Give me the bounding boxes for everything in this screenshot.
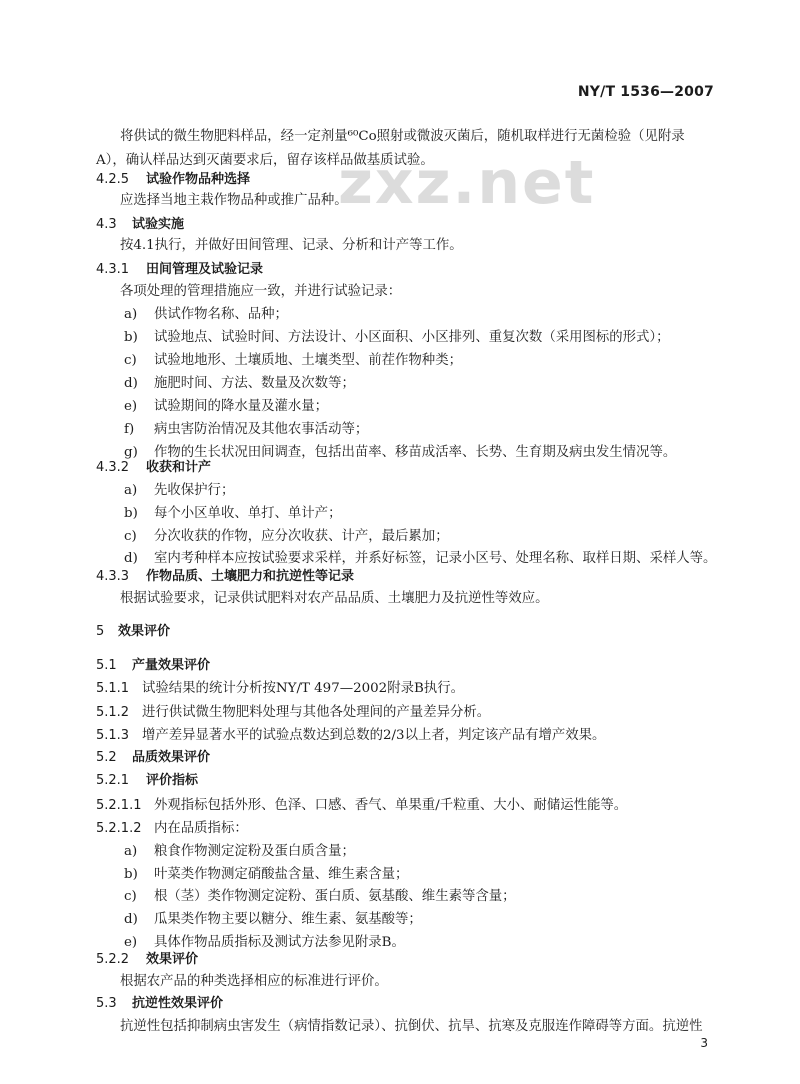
section-title: 效果评价 [146,952,199,967]
list-item: f) 病虫害防治情况及其他农事活动等； [124,422,369,437]
section-heading-4-3-1 [96,261,263,279]
clause-5-2-1-1: 5.2.1.1 外观指标包括外形、色泽、口感、香气、单果重/千粒重、大小、耐储运性能等。 [96,798,628,813]
section-heading-4-3 [96,216,184,234]
section-heading-4-3-2 [96,459,211,477]
list-item: e) 具体作物品质指标及测试方法参见附录B。 [124,935,405,950]
list-item: a) 粮食作物测定淀粉及蛋白质含量； [124,844,355,859]
section-number: 4.3.3 [96,569,130,584]
section-title: 作物品质、土壤肥力和抗逆性等记录 [146,569,355,584]
list-item: c) 试验地地形、土壤质地、土壤类型、前茬作物种类； [124,353,462,368]
list-item: a) 供试作物名称、品种； [124,307,288,322]
page-number: 3 [700,1036,708,1050]
list-item: b) 试验地点、试验时间、方法设计、小区面积、小区排列、重复次数（采用图标的形式）； [124,330,670,345]
clause-5-1-3: 5.1.3 增产差异显著水平的试验点数达到总数的2/3以上者，判定该产品有增产效果。 [96,728,606,743]
section-heading-5-1 [96,657,210,675]
section-heading-5-3 [96,995,223,1013]
list-item: b) 每个小区单收、单打、单计产； [124,506,342,521]
clause-5-2-1-2: 5.2.1.2 内在品质指标： [96,821,248,836]
paragraph-line: A），确认样品达到灭菌要求后，留存该样品做基质试验。 [96,153,434,168]
section-number: 5.3 [96,996,117,1011]
section-heading-5-2-1 [96,772,198,790]
section-title: 试验作物品种选择 [146,172,251,187]
watermark: zxz.net [338,148,596,218]
section-title: 试验实施 [132,217,185,232]
list-item: g) 作物的生长状况田间调查，包括出苗率、移苗成活率、长势、生育期及病虫发生情况等。 [124,445,677,460]
paragraph-line: 按4.1执行，并做好田间管理、记录、分析和计产等工作。 [120,238,463,253]
paragraph-line: 根据农产品的种类选择相应的标准进行评价。 [120,974,388,989]
section-heading-5-2-2 [96,951,198,969]
list-item: d) 室内考种样本应按试验要求采样，并系好标签，记录小区号、处理名称、取样日期、采样人等。 [124,551,717,566]
clause-5-1-2: 5.1.2 进行供试微生物肥料处理与其他各处理间的产量差异分析。 [96,705,491,720]
section-number: 4.3.1 [96,262,130,277]
section-heading-4-3-3 [96,568,354,586]
section-title: 抗逆性效果评价 [132,996,224,1011]
section-title: 品质效果评价 [132,750,211,765]
standard-code: NY/T 1536—2007 [577,84,714,100]
paragraph-line: 根据试验要求，记录供试肥料对农产品品质、土壤肥力及抗逆性等效应。 [120,591,549,606]
list-item: a) 先收保护行； [124,483,235,498]
paragraph-line: 抗逆性包括抑制病虫害发生（病情指数记录）、抗倒伏、抗旱、抗寒及克服连作障碍等方面。抗逆性 [120,1019,703,1034]
paragraph-line: 各项处理的管理措施应一致，并进行试验记录： [120,284,402,299]
section-number: 5.2 [96,750,117,765]
section-heading-5-2 [96,749,210,767]
section-number: 4.3 [96,217,117,232]
section-number: 5 [96,624,105,639]
section-number: 5.2.1 [96,773,130,788]
list-item: b) 叶菜类作物测定硝酸盐含量、维生素含量； [124,867,409,882]
list-item: d) 瓜果类作物主要以糖分、维生素、氨基酸等； [124,912,422,927]
section-number: 4.3.2 [96,460,130,475]
list-item: d) 施肥时间、方法、数量及次数等； [124,376,355,391]
section-number: 4.2.5 [96,172,130,187]
paragraph-line: 将供试的微生物肥料样品，经一定剂量⁶⁰Co照射或微波灭菌后，随机取样进行无菌检验（见附录 [120,129,685,144]
section-title: 效果评价 [118,624,171,639]
list-item: c) 根（茎）类作物测定淀粉、蛋白质、氨基酸、维生素等含量； [124,889,516,904]
section-number: 5.2.2 [96,952,130,967]
list-item: c) 分次收获的作物，应分次收获、计产，最后累加； [124,529,449,544]
list-item: e) 试验期间的降水量及灌水量； [124,399,329,414]
section-heading-4-2-5 [96,171,250,189]
section-title: 收获和计产 [146,460,212,475]
clause-5-1-1: 5.1.1 试验结果的统计分析按NY/T 497—2002附录B执行。 [96,681,464,696]
paragraph-line: 应选择当地主栽作物品种或推广品种。 [120,193,348,208]
section-title: 田间管理及试验记录 [146,262,264,277]
section-title: 产量效果评价 [132,658,211,673]
section-title: 评价指标 [146,773,199,788]
section-number: 5.1 [96,658,117,673]
section-heading-5 [96,623,170,641]
